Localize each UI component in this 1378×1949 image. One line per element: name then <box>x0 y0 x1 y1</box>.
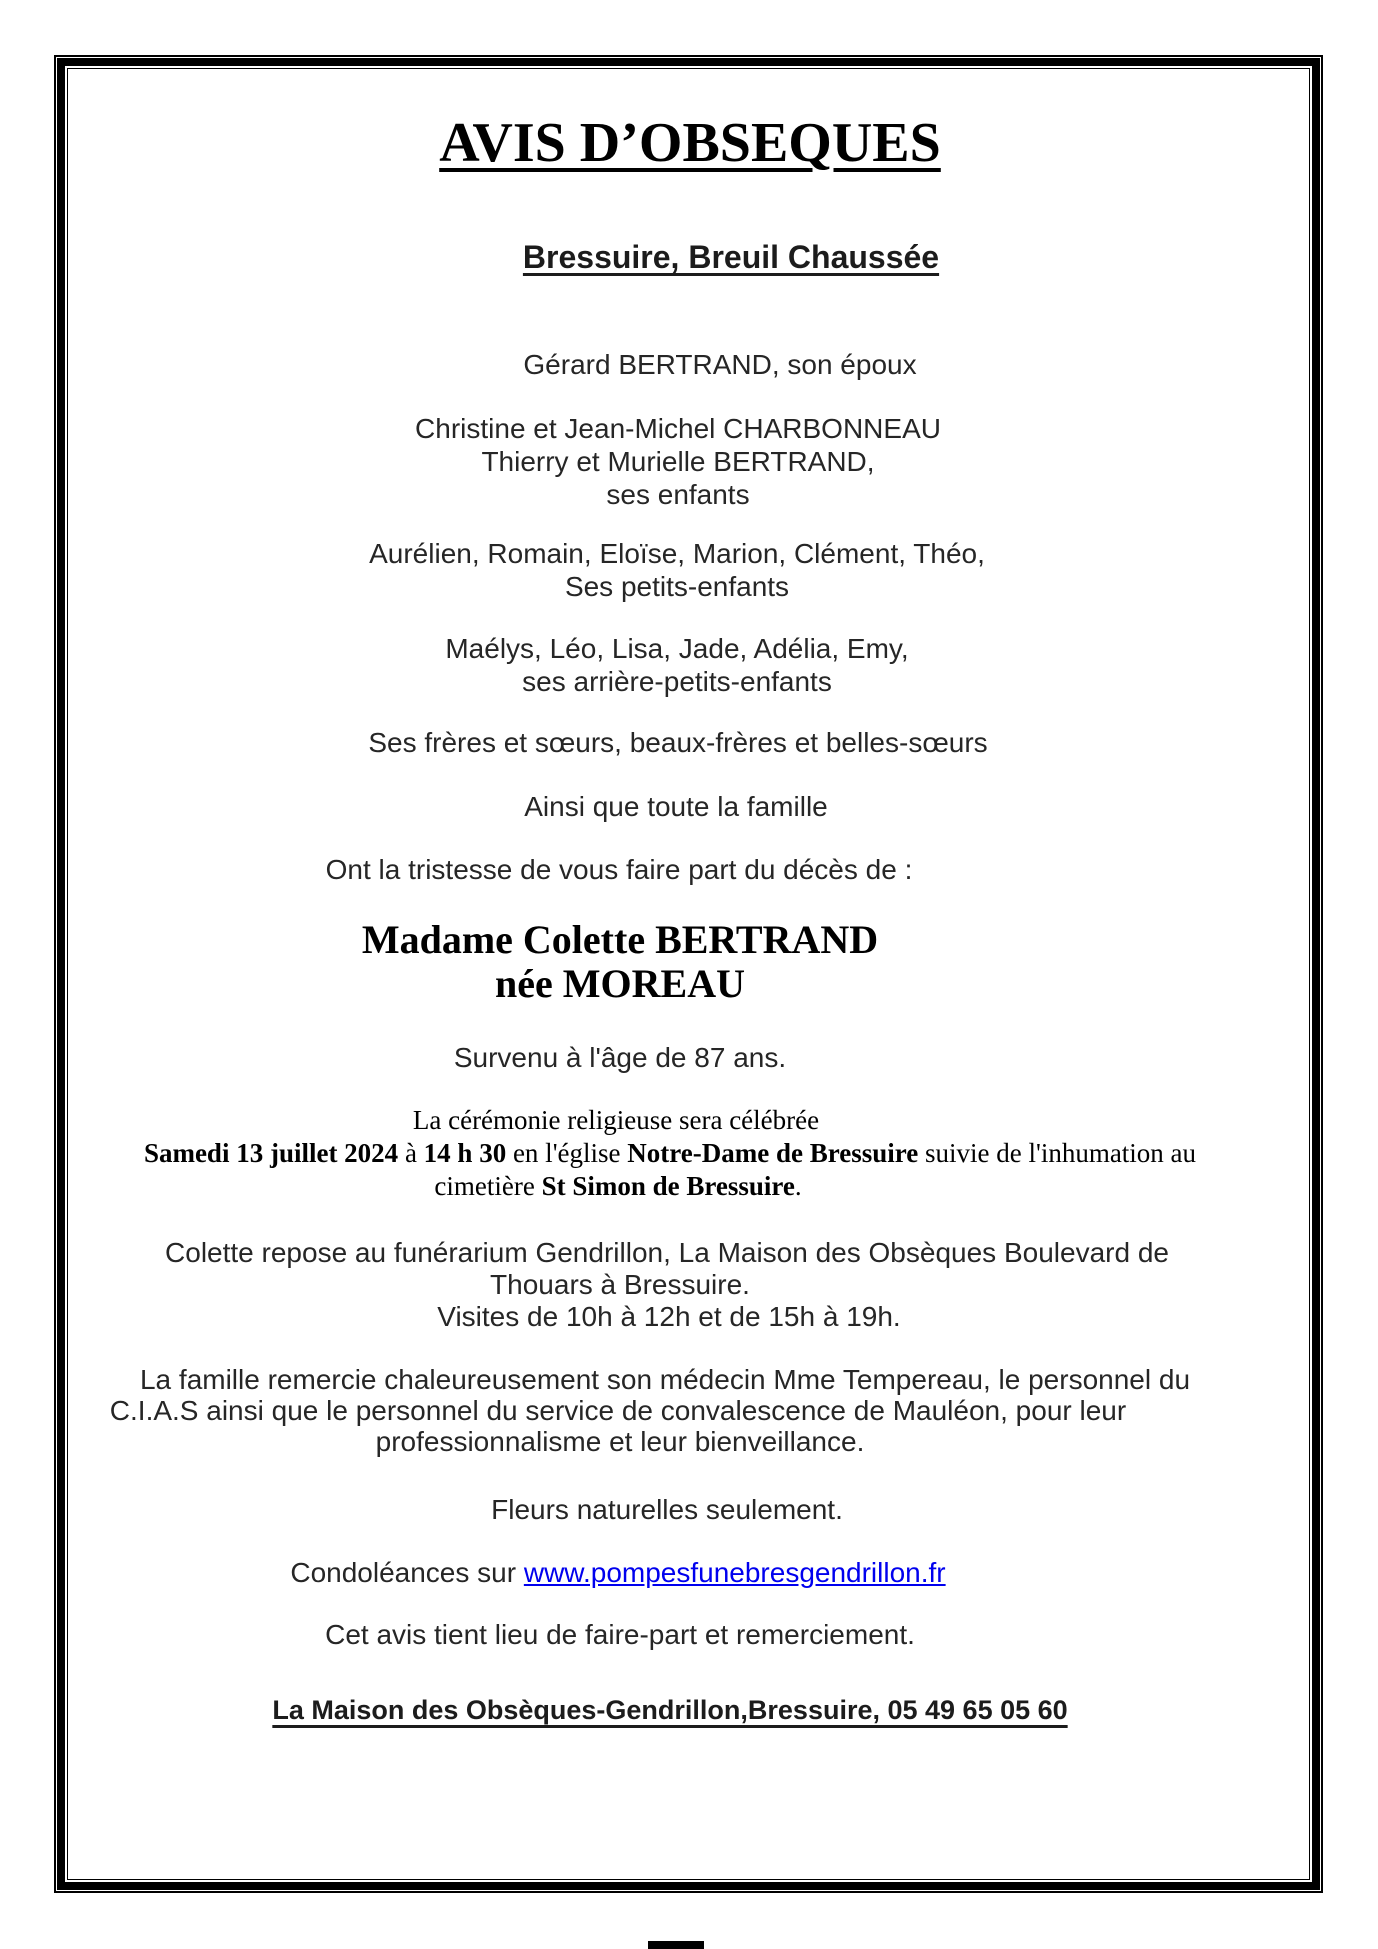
thanks-line: La famille remercie chaleureusement son médecin Mme Tempereau, le personnel du <box>139 1364 1191 1395</box>
ceremony-line-1: La cérémonie religieuse sera célébrée <box>412 1105 820 1135</box>
deceased-maiden-name: née MOREAU <box>495 961 745 1006</box>
ceremony-line-2: Samedi 13 juillet 2024 à 14 h 30 en l'église Notre-Dame de Bressuire suivie de l'inhumation au <box>143 1138 1197 1168</box>
funeral-home-footer <box>72 1694 1306 1726</box>
thanks-line: professionnalisme et leur bienveillance. <box>375 1426 865 1457</box>
condolences-link[interactable]: www.pompesfunebresgendrillon.fr <box>523 1557 946 1588</box>
flowers-line: Fleurs naturelles seulement. <box>491 1494 843 1525</box>
repose-line: Colette repose au funérarium Gendrillon, La Maison des Obsèques Boulevard de <box>165 1237 1169 1268</box>
visits-line: Visites de 10h à 12h et de 15h à 19h. <box>437 1301 901 1332</box>
deceased-name-block <box>72 918 1306 1006</box>
whole-family-line: Ainsi que toute la famille <box>524 791 828 822</box>
children-line: Thierry et Murielle BERTRAND, <box>481 446 875 477</box>
location-subtitle-text: Bressuire, Breuil Chaussée <box>522 239 940 275</box>
announcement-line: Ont la tristesse de vous faire part du décès de : <box>325 854 913 885</box>
funeral-home-contact: La Maison des Obsèques-Gendrillon,Bressuire, 05 49 65 05 60 <box>272 1695 1068 1725</box>
thanks-block <box>72 1364 1306 1457</box>
thanks-line: C.I.A.S ainsi que le personnel du service de convalescence de Mauléon, pour leur <box>109 1395 1127 1426</box>
repose-block <box>72 1237 1306 1333</box>
children-line: Christine et Jean-Michel CHARBONNEAU <box>415 413 941 444</box>
condolences-prefix: Condoléances sur <box>290 1557 524 1588</box>
repose-line: Thouars à Bressuire. <box>490 1269 750 1300</box>
ceremony-block <box>72 1104 1306 1203</box>
grandchildren-block <box>72 537 1306 603</box>
great-grandchildren-block <box>72 632 1306 698</box>
condolences-line <box>72 1557 1306 1589</box>
notice-line: Cet avis tient lieu de faire-part et remerciement. <box>325 1619 915 1650</box>
great-grandchildren-line: ses arrière-petits-enfants <box>522 666 832 697</box>
page-edge-mark <box>648 1941 704 1949</box>
age-line: Survenu à l'âge de 87 ans. <box>453 1042 787 1073</box>
page-title <box>72 111 1306 175</box>
children-block <box>72 412 1306 511</box>
children-line: ses enfants <box>606 479 750 510</box>
page-title-text: AVIS D’OBSEQUES <box>439 112 941 174</box>
grandchildren-line: Ses petits-enfants <box>564 571 790 602</box>
location-subtitle <box>72 238 1306 276</box>
deceased-name: Madame Colette BERTRAND <box>361 917 879 962</box>
siblings-line: Ses frères et sœurs, beaux-frères et belles-sœurs <box>368 727 988 758</box>
grandchildren-line: Aurélien, Romain, Eloïse, Marion, Clément, Théo, <box>369 538 985 569</box>
spouse-line: Gérard BERTRAND, son époux <box>523 349 917 380</box>
great-grandchildren-line: Maélys, Léo, Lisa, Jade, Adélia, Emy, <box>445 633 909 664</box>
ceremony-line-3: cimetière St Simon de Bressuire. <box>434 1171 802 1201</box>
